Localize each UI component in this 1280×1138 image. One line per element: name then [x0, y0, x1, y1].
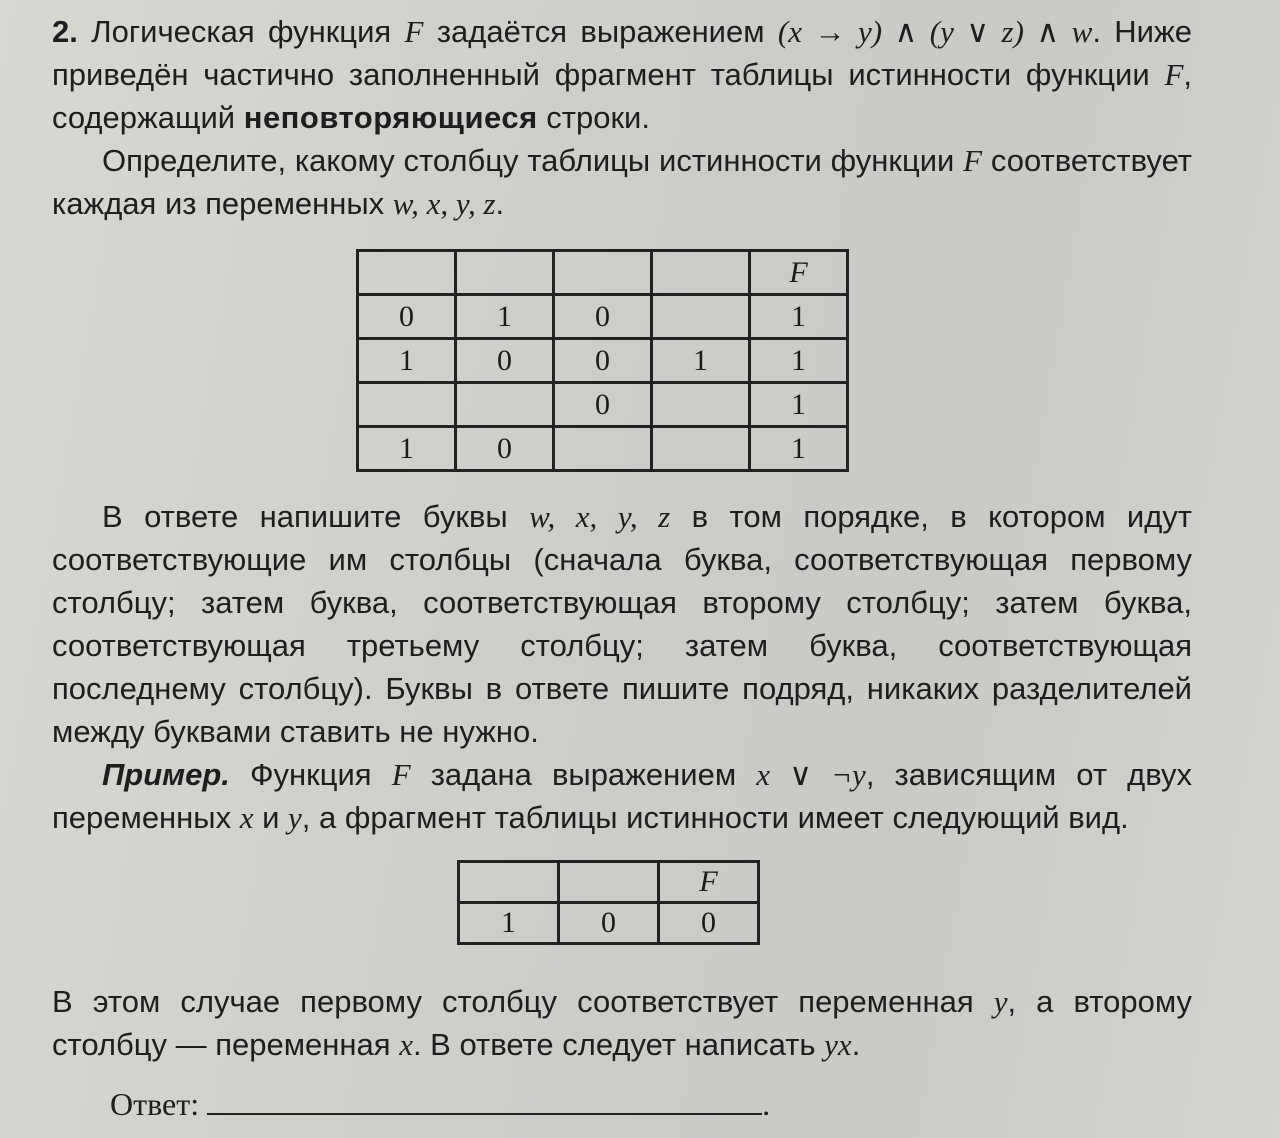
- text-span: .: [851, 1027, 861, 1062]
- conclusion: [52, 980, 1192, 1066]
- text-span: соответствует каждая из переменных: [52, 143, 1192, 221]
- table-cell: 0: [559, 903, 659, 944]
- table-cell: 1: [358, 427, 456, 471]
- instructions: [52, 495, 1192, 839]
- task-statement: [52, 10, 1192, 225]
- variable: y: [288, 800, 302, 835]
- answer-blank[interactable]: [207, 1085, 762, 1115]
- table-row: [459, 903, 759, 944]
- answer-label: Ответ:: [110, 1086, 200, 1122]
- task-number: 2.: [52, 14, 78, 49]
- table-cell: [358, 383, 456, 427]
- handwritten-cell: 1: [358, 339, 456, 383]
- table-cell: 1: [750, 295, 848, 339]
- text-span: задаётся выражением: [423, 14, 778, 49]
- text-span: , зависящим от двух переменных: [52, 757, 1192, 835]
- table-header-row: [358, 251, 848, 295]
- bold-word: неповторяющиеся: [243, 100, 538, 135]
- function-name: F: [963, 143, 983, 178]
- text-span: .: [495, 186, 505, 221]
- table-cell: 0: [554, 339, 652, 383]
- header-cell: [358, 251, 456, 295]
- answer-line: [110, 1085, 770, 1123]
- text-span: Определите, какому столбцу таблицы истинности функции: [102, 143, 964, 178]
- table-cell: [652, 383, 750, 427]
- text-span: Логическая функция: [91, 14, 405, 49]
- text-span: строки.: [537, 100, 650, 135]
- table-cell: [652, 295, 750, 339]
- text-span: В этом случае первому столбцу соответствует переменная: [52, 984, 994, 1019]
- function-name: F: [1164, 57, 1184, 92]
- text-span: Функция: [229, 757, 392, 792]
- table-row: [358, 383, 848, 427]
- text-span: . В ответе следует написать: [412, 1027, 825, 1062]
- table-cell: [652, 427, 750, 471]
- header-cell: [554, 251, 652, 295]
- instructions-paragraph: [52, 495, 1192, 753]
- table-cell: 0: [358, 295, 456, 339]
- table-cell: 1: [750, 339, 848, 383]
- table-cell: 1: [459, 903, 559, 944]
- table-cell: [456, 383, 554, 427]
- header-cell: [652, 251, 750, 295]
- variable: y: [993, 984, 1008, 1019]
- text-span: В ответе напишите буквы: [102, 499, 530, 534]
- table-row: [358, 295, 848, 339]
- text-span: . Ниже приведён частично заполненный фрагмент таблицы истинности функции: [52, 14, 1192, 92]
- table-cell: 0: [659, 903, 759, 944]
- function-name: F: [391, 757, 411, 792]
- example-paragraph: [52, 753, 1192, 839]
- variable-list: w, x, y, z: [392, 186, 496, 221]
- logic-expression: x ∨ ¬y: [756, 757, 866, 792]
- table-cell: 0: [456, 427, 554, 471]
- table-cell: 1: [750, 383, 848, 427]
- logic-expression: (x → y) ∧ (y ∨ z) ∧ w: [777, 14, 1093, 49]
- text-span: в том порядке, в котором идут соответствующие им столбцы (сначала буква, соответствующая первому столбцу; затем буква, соответствующая второму столбцу; затем буква, соответствующая третьему столбцу; затем буква, соответствующая последнему столбцу). Буквы в ответе пишите подряд, никаких разделителей между буквами ставить не нужно.: [52, 499, 1193, 749]
- header-cell-f: F: [659, 862, 759, 903]
- table-cell: [554, 427, 652, 471]
- variable: x: [399, 1027, 413, 1062]
- header-cell: [459, 862, 559, 903]
- table-row: [358, 339, 848, 383]
- table-cell: 1: [750, 427, 848, 471]
- table-cell: 0: [554, 295, 652, 339]
- header-cell-f: F: [750, 251, 848, 295]
- text-span: задана выражением: [410, 757, 757, 792]
- example-truth-table: [457, 860, 760, 945]
- text-span: и: [253, 800, 289, 835]
- example-label: Пример.: [102, 757, 230, 792]
- table-cell: 1: [456, 295, 554, 339]
- example-answer: yx: [824, 1027, 852, 1062]
- variable-list: w, x, y, z: [529, 499, 671, 534]
- text-span: , а второму столбцу — переменная: [52, 984, 1192, 1062]
- conclusion-paragraph: [52, 980, 1192, 1066]
- variable: x: [239, 800, 254, 835]
- answer-end: .: [762, 1086, 771, 1122]
- table-cell: 0: [554, 383, 652, 427]
- text-span: , а фрагмент таблицы истинности имеет следующий вид.: [301, 800, 1129, 835]
- text-span: , содержащий: [52, 57, 1192, 135]
- table-header-row: [459, 862, 759, 903]
- table-cell: 0: [456, 339, 554, 383]
- task-paragraph-2: [52, 139, 1192, 225]
- header-cell: [456, 251, 554, 295]
- function-name: F: [404, 14, 424, 49]
- task-paragraph-1: [52, 10, 1192, 139]
- table-cell: 1: [652, 339, 750, 383]
- truth-table: [356, 249, 849, 472]
- header-cell: [559, 862, 659, 903]
- table-row: [358, 427, 848, 471]
